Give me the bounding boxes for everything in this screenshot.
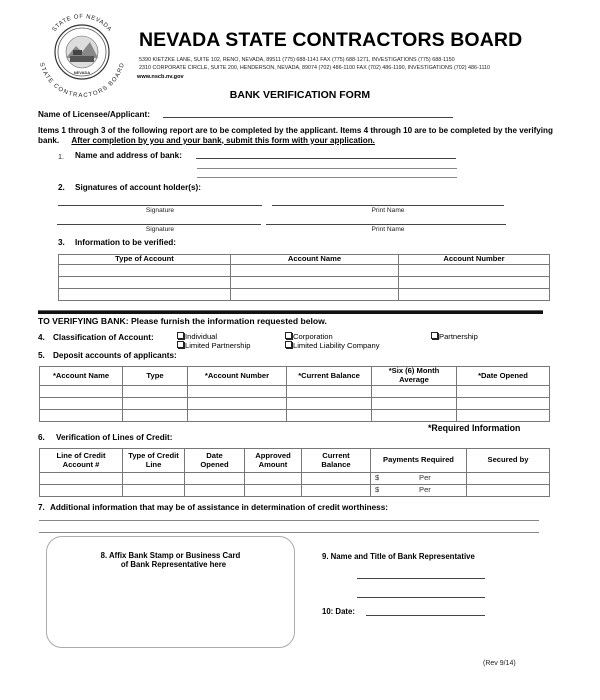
date-opened-cell[interactable] — [185, 473, 245, 485]
section7-label: Additional information that may be of assistance in determination of credit worthiness: — [50, 503, 389, 512]
section3-label: Information to be verified: — [75, 238, 176, 247]
current-balance-cell[interactable] — [287, 386, 372, 398]
account-name-cell[interactable] — [40, 398, 123, 410]
section4-label: Classification of Account: — [53, 333, 154, 342]
checkbox-icon — [431, 332, 438, 339]
svg-text:NEVADA: NEVADA — [73, 70, 91, 75]
approved-amount-cell[interactable] — [245, 473, 302, 485]
current-balance-cell[interactable] — [287, 398, 372, 410]
rep-title-line[interactable] — [357, 597, 485, 598]
classification-corporation-checkbox[interactable]: Corporation — [285, 332, 333, 341]
applicant-name-label: Name of Licensee/Applicant: — [38, 110, 150, 119]
org-name: NEVADA STATE CONTRACTORS BOARD — [139, 29, 523, 51]
classification-llc-checkbox[interactable]: Limited Liability Company — [285, 341, 380, 350]
signature-caption-1: Signature — [145, 207, 175, 214]
bank-stamp-area[interactable] — [46, 536, 295, 648]
date-opened-cell[interactable] — [457, 398, 550, 410]
column-header: *Date Opened — [457, 367, 550, 386]
column-header: Date Opened — [185, 449, 245, 473]
account-name-cell[interactable] — [231, 276, 399, 288]
credit-line-type-cell[interactable] — [123, 473, 185, 485]
column-header: *Account Name — [40, 367, 123, 386]
date-opened-cell[interactable] — [185, 485, 245, 497]
bank-address-line-2[interactable] — [197, 168, 457, 169]
secured-by-cell[interactable] — [467, 485, 550, 497]
print-name-line-2[interactable] — [266, 224, 506, 225]
table-row — [59, 276, 550, 288]
additional-info-line-1[interactable] — [39, 520, 539, 521]
column-header: Type of Account — [59, 255, 231, 265]
type-of-account-cell[interactable] — [59, 276, 231, 288]
credit-account-number-cell[interactable] — [40, 485, 123, 497]
section6-number: 6. — [38, 433, 45, 442]
rep-name-line[interactable] — [357, 578, 485, 579]
account-number-cell[interactable] — [399, 288, 550, 300]
column-header: Secured by — [467, 449, 550, 473]
form-title: BANK VERIFICATION FORM — [229, 89, 371, 101]
six-month-average-cell[interactable] — [372, 398, 457, 410]
column-header: Current Balance — [302, 449, 371, 473]
account-number-cell[interactable] — [399, 276, 550, 288]
column-header: Type of Credit Line — [123, 449, 185, 473]
current-balance-cell[interactable] — [302, 473, 371, 485]
section9-label: 9. Name and Title of Bank Representative — [322, 552, 475, 561]
section5-label: Deposit accounts of applicants: — [53, 351, 177, 360]
signature-line-2[interactable] — [57, 224, 261, 225]
date-opened-cell[interactable] — [457, 410, 550, 422]
checkbox-icon — [177, 341, 184, 348]
account-name-cell[interactable] — [40, 386, 123, 398]
deposit-accounts-table — [39, 366, 550, 422]
section8-line2: of Bank Representative here — [120, 560, 227, 570]
address-reno: 5390 KIETZKE LANE, SUITE 102, RENO, NEVADA, 89511 (775) 688-1141 FAX (775) 688-1271, INVESTIGATIONS (775) 688-1150 — [139, 57, 455, 63]
payments-required-cell[interactable]: $ Per — [371, 473, 467, 485]
account-name-cell[interactable] — [231, 288, 399, 300]
table-row — [40, 398, 550, 410]
additional-info-line-2[interactable] — [39, 532, 539, 533]
column-header: *Current Balance — [287, 367, 372, 386]
type-cell[interactable] — [123, 410, 188, 422]
table-row — [59, 264, 550, 276]
lines-of-credit-table — [39, 448, 550, 497]
column-header: Line of Credit Account # — [40, 449, 123, 473]
column-header: Type — [123, 367, 188, 386]
print-name-line-1[interactable] — [272, 205, 504, 206]
section5-number: 5. — [38, 351, 45, 360]
account-name-cell[interactable] — [231, 264, 399, 276]
payments-required-cell[interactable]: $ Per — [371, 485, 467, 497]
signature-caption-2: Signature — [145, 226, 175, 233]
account-name-cell[interactable] — [40, 410, 123, 422]
nevada-state-seal-logo — [36, 6, 128, 98]
bank-address-line-1[interactable] — [196, 158, 456, 159]
revision-label: (Rev 9/14) — [483, 660, 516, 667]
verifying-bank-heading: TO VERIFYING BANK: Please furnish the information requested below. — [38, 316, 327, 326]
section1-number: 1. — [58, 152, 64, 161]
table-row — [40, 473, 550, 485]
column-header: Account Number — [399, 255, 550, 265]
section1-label: Name and address of bank: — [75, 151, 182, 160]
accounts-to-verify-table — [58, 254, 550, 301]
approved-amount-cell[interactable] — [245, 485, 302, 497]
classification-partnership-checkbox[interactable]: Partnership — [431, 332, 478, 341]
section2-number: 2. — [58, 183, 65, 192]
bank-address-line-3[interactable] — [197, 177, 457, 178]
table-row — [59, 288, 550, 300]
six-month-average-cell[interactable] — [372, 410, 457, 422]
section6-label: Verification of Lines of Credit: — [56, 433, 173, 442]
column-header: *Account Number — [188, 367, 287, 386]
applicant-name-field[interactable] — [163, 117, 453, 118]
column-header: Approved Amount — [245, 449, 302, 473]
type-of-account-cell[interactable] — [59, 264, 231, 276]
required-information-note: *Required Information — [428, 423, 521, 433]
classification-individual-checkbox[interactable]: Individual — [177, 332, 217, 341]
svg-text:STATE OF NEVADA: STATE OF NEVADA — [51, 13, 113, 34]
table-row — [40, 386, 550, 398]
table-row — [40, 485, 550, 497]
table-row — [40, 410, 550, 422]
account-number-cell[interactable] — [188, 410, 287, 422]
account-number-cell[interactable] — [188, 398, 287, 410]
credit-line-type-cell[interactable] — [123, 485, 185, 497]
classification-limited-partnership-checkbox[interactable]: Limited Partnership — [177, 341, 250, 350]
signature-line-1[interactable] — [58, 205, 262, 206]
section8-line1: 8. Affix Bank Stamp or Business Card — [100, 551, 241, 560]
type-cell[interactable] — [123, 386, 188, 398]
section7-number: 7. — [38, 503, 45, 512]
print-name-caption-1: Print Name — [371, 207, 405, 214]
website-link[interactable]: www.nscb.nv.gov — [137, 74, 184, 80]
current-balance-cell[interactable] — [302, 485, 371, 497]
account-number-cell[interactable] — [399, 264, 550, 276]
type-cell[interactable] — [123, 398, 188, 410]
checkbox-icon — [285, 332, 292, 339]
section3-number: 3. — [58, 238, 65, 247]
secured-by-cell[interactable] — [467, 473, 550, 485]
column-header: Payments Required — [371, 449, 467, 473]
address-henderson: 2310 CORPORATE CIRCLE, SUITE 200, HENDERSON, NEVADA, 89074 (702) 486-1100 FAX (702) 486-1190, INVESTIGATIONS (702) 486-1110 — [139, 65, 491, 71]
date-field[interactable] — [366, 615, 485, 616]
section10-label: 10: Date: — [322, 607, 355, 616]
instructions-text: Items 1 through 3 of the following report are to be completed by the applicant. Items 4 through 10 are to be completed by the verifying bank. — [38, 126, 553, 145]
section2-label: Signatures of account holder(s): — [75, 183, 202, 192]
instructions-paragraph — [38, 126, 563, 145]
section4-number: 4. — [38, 333, 45, 342]
print-name-caption-2: Print Name — [371, 226, 405, 233]
current-balance-cell[interactable] — [287, 410, 372, 422]
account-number-cell[interactable] — [188, 386, 287, 398]
column-header: *Six (6) Month Average — [372, 367, 457, 386]
instructions-underlined: After completion by you and your bank, submit this form with your application. — [71, 135, 375, 145]
date-opened-cell[interactable] — [457, 386, 550, 398]
checkbox-icon — [177, 332, 184, 339]
svg-text:STATE CONTRACTORS BOARD: STATE CONTRACTORS BOARD — [38, 62, 127, 98]
six-month-average-cell[interactable] — [372, 386, 457, 398]
column-header: Account Name — [231, 255, 399, 265]
credit-account-number-cell[interactable] — [40, 473, 123, 485]
checkbox-icon — [285, 341, 292, 348]
type-of-account-cell[interactable] — [59, 288, 231, 300]
section-divider — [38, 310, 543, 314]
